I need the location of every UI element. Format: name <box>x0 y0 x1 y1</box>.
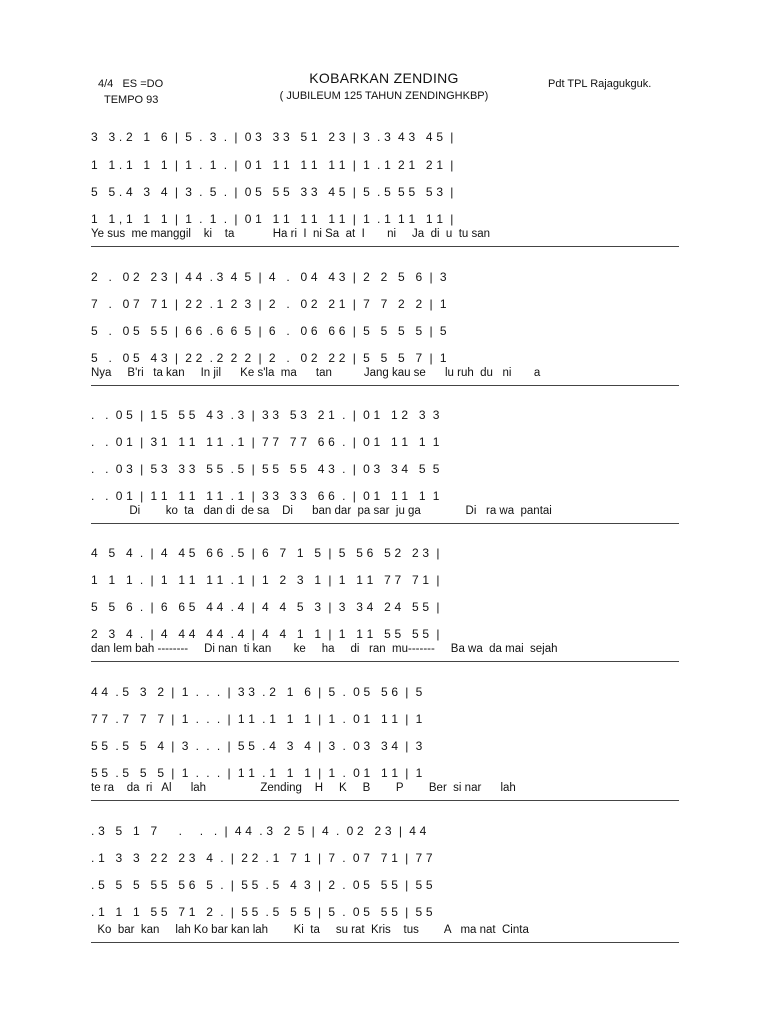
composer: Pdt TPL Rajagukguk. <box>548 78 652 90</box>
song-subtitle: ( JUBILEUM 125 TAHUN ZENDINGHKBP) <box>279 90 489 102</box>
song-title: KOBARKAN ZENDING <box>309 70 459 86</box>
system-5-soprano: 4 4 . 5 3 2 | 1 . . . | 3 3 . 2 1 6 | 5 . 0 5 5 6 | 5 <box>91 685 423 699</box>
system-5-tenor: 5 5 . 5 5 4 | 3 . . . | 5 5 . 4 3 4 | 3 . 0 3 3 4 | 3 <box>91 739 423 753</box>
system-3-bass: . . 0 1 | 1 1 1 1 1 1 . 1 | 3 3 3 3 6 6 . | 0 1 1 1 1 1 <box>91 489 440 503</box>
system-4-bass: 2 3 4 . | 4 4 4 4 4 . 4 | 4 4 1 1 | 1 1 1 5 5 5 5 | <box>91 627 440 641</box>
system-2-tenor: 5 . 0 5 5 5 | 6 6 . 6 6 5 | 6 . 0 6 6 6 | 5 5 5 5 | 5 <box>91 324 447 338</box>
system-5-lyrics: te ra da ri Al lah Zending H K B P Ber si nar lah <box>91 782 516 794</box>
system-2-soprano: 2 . 0 2 2 3 | 4 4 . 3 4 5 | 4 . 0 4 4 3 | 2 2 5 6 | 3 <box>91 270 447 284</box>
system-5-alto: 7 7 . 7 7 7 | 1 . . . | 1 1 . 1 1 1 | 1 . 0 1 1 1 | 1 <box>91 712 423 726</box>
system-4-tenor: 5 5 6 . | 6 6 5 4 4 . 4 | 4 4 5 3 | 3 3 4 2 4 5 5 | <box>91 600 440 614</box>
system-4-alto: 1 1 1 . | 1 1 1 1 1 . 1 | 1 2 3 1 | 1 1 1 7 7 7 1 | <box>91 573 440 587</box>
system-1-alto: 1 1 . 1 1 1 | 1 . 1 . | 0 1 1 1 1 1 1 1 | 1 . 1 2 1 2 1 | <box>91 158 454 172</box>
system-6-alto: . 1 3 3 2 2 2 3 4 . | 2 2 . 1 7 1 | 7 . 0 7 7 1 | 7 7 <box>91 851 433 865</box>
system-3-alto: . . 0 1 | 3 1 1 1 1 1 . 1 | 7 7 7 7 6 6 . | 0 1 1 1 1 1 <box>91 435 440 449</box>
system-1-bass: 1 1 , 1 1 1 | 1 . 1 . | 0 1 1 1 1 1 1 1 | 1 . 1 1 1 1 1 | <box>91 212 454 226</box>
system-6-soprano: . 3 5 1 7 . . . | 4 4 . 3 2 5 | 4 . 0 2 2 3 | 4 4 <box>91 824 427 838</box>
system-1-lyrics: Ye sus me manggil ki ta Ha ri I ni Sa at I ni Ja di u tu san <box>91 228 491 240</box>
system-2-lyrics: Nya B'ri ta kan In jil Ke s'la ma tan Jang kau se lu ruh du ni a <box>91 367 541 379</box>
system-3-lyrics: Di ko ta dan di de sa Di ban dar pa sar ju ga Di ra wa pantai <box>91 505 552 517</box>
system-3-soprano: . . 0 5 | 1 5 5 5 4 3 . 3 | 3 3 5 3 2 1 . | 0 1 1 2 3 3 <box>91 408 440 422</box>
system-6-tenor: . 5 5 5 5 5 5 6 5 . | 5 5 . 5 4 3 | 2 . 0 5 5 5 | 5 5 <box>91 878 433 892</box>
system-divider <box>91 942 679 943</box>
system-1-tenor: 5 5 . 4 3 4 | 3 . 5 . | 0 5 5 5 3 3 4 5 | 5 . 5 5 5 5 3 | <box>91 185 454 199</box>
system-1-soprano: 3 3 . 2 1 6 | 5 . 3 . | 0 3 3 3 5 1 2 3 | 3 . 3 4 3 4 5 | <box>91 130 454 144</box>
system-divider <box>91 246 679 247</box>
system-4-soprano: 4 5 4 . | 4 4 5 6 6 . 5 | 6 7 1 5 | 5 5 6 5 2 2 3 | <box>91 546 440 560</box>
system-3-tenor: . . 0 3 | 5 3 3 3 5 5 . 5 | 5 5 5 5 4 3 . | 0 3 3 4 5 5 <box>91 462 440 476</box>
system-divider <box>91 800 679 801</box>
time-signature: 4/4 <box>98 78 114 90</box>
system-2-bass: 5 . 0 5 4 3 | 2 2 . 2 2 2 | 2 . 0 2 2 2 | 5 5 5 7 | 1 <box>91 351 447 365</box>
key-signature: ES =DO <box>122 78 164 90</box>
tempo: TEMPO 93 <box>104 94 159 106</box>
system-6-bass: . 1 1 1 5 5 7 1 2 . | 5 5 . 5 5 5 | 5 . 0 5 5 5 | 5 5 <box>91 905 433 919</box>
system-6-lyrics: Ko bar kan lah Ko bar kan lah Ki ta su rat Kris tus A ma nat Cinta <box>91 924 529 936</box>
system-divider <box>91 661 679 662</box>
system-4-lyrics: dan lem bah -------- Di nan ti kan ke ha di ran mu------- Ba wa da mai sejah <box>91 643 558 655</box>
system-5-bass: 5 5 . 5 5 5 | 1 . . . | 1 1 . 1 1 1 | 1 . 0 1 1 1 | 1 <box>91 766 423 780</box>
system-divider <box>91 385 679 386</box>
system-divider <box>91 523 679 524</box>
system-2-alto: 7 . 0 7 7 1 | 2 2 . 1 2 3 | 2 . 0 2 2 1 | 7 7 2 2 | 1 <box>91 297 447 311</box>
